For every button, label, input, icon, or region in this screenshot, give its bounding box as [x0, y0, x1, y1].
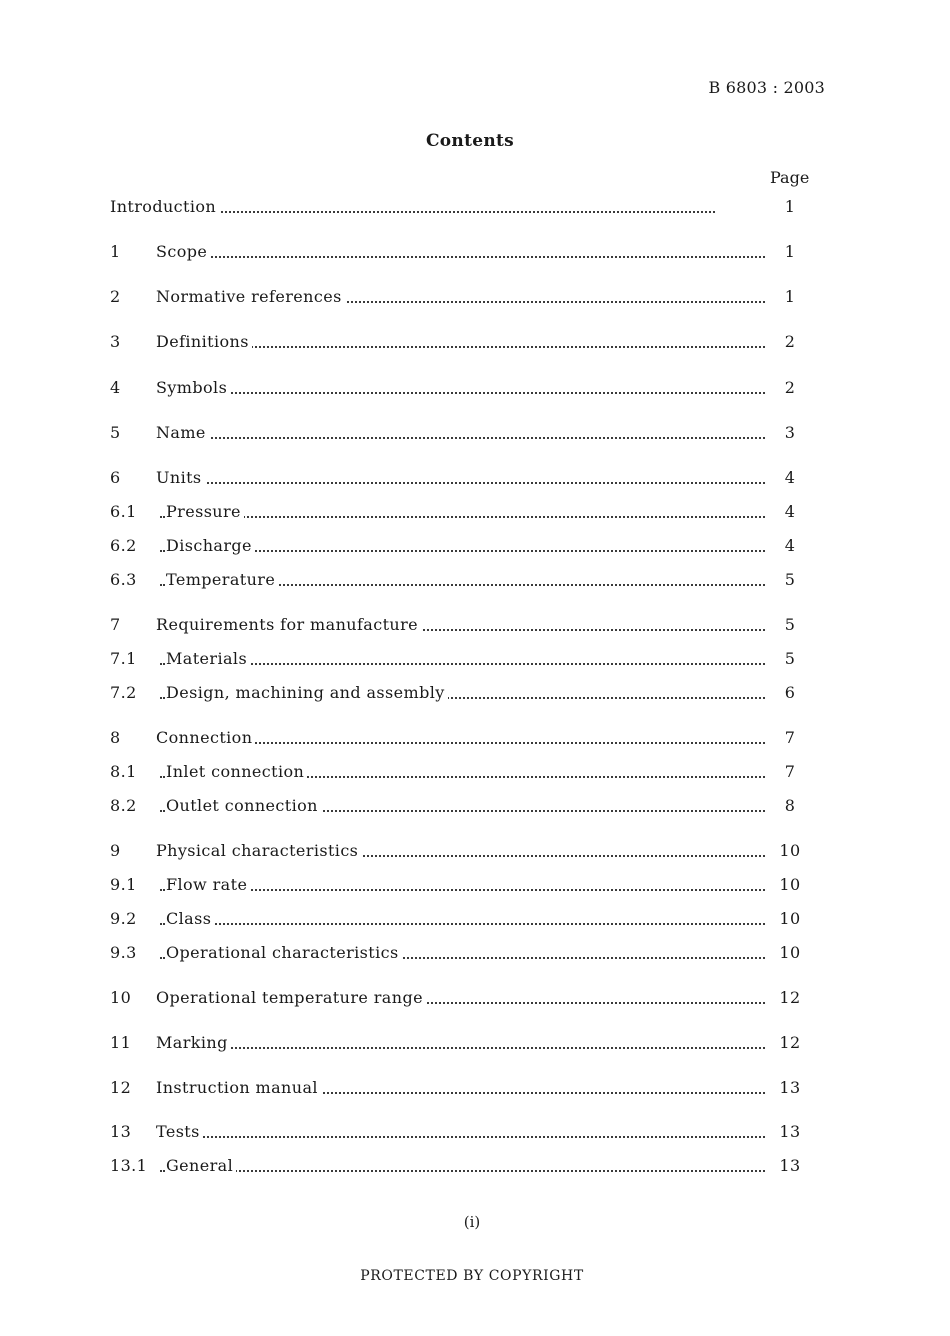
toc-entry-title: Introduction — [110, 196, 219, 218]
toc-entry-number: 8.1 — [110, 762, 137, 781]
toc-entry-number: 9.2 — [110, 909, 137, 928]
toc-entry-title: Design, machining and assembly — [166, 682, 448, 704]
toc-entry[interactable] — [110, 987, 810, 1009]
toc-entry-number: 12 — [110, 1078, 132, 1097]
toc-entry-number: 6.1 — [110, 502, 137, 521]
toc-entry-page: 2 — [784, 332, 796, 351]
toc-entry[interactable] — [110, 286, 810, 308]
toc-entry-page: 5 — [784, 649, 796, 668]
toc-entry-number: 7.1 — [110, 649, 137, 668]
toc-entry-page: 1 — [784, 242, 796, 261]
toc-entry[interactable] — [110, 614, 810, 636]
toc-entry-introduction[interactable] — [110, 196, 810, 218]
toc-entry-number: 13 — [110, 1122, 132, 1141]
leader-dots — [160, 256, 765, 258]
toc-entry-page: 10 — [779, 909, 801, 928]
toc-entry-number: 8.2 — [110, 796, 137, 815]
toc-entry-page: 5 — [784, 570, 796, 589]
toc-entry-page: 12 — [779, 1033, 801, 1052]
toc-entry[interactable] — [110, 331, 810, 353]
toc-entry-title: Pressure — [166, 501, 244, 523]
toc-subentry[interactable] — [110, 761, 810, 783]
toc-entry-page: 10 — [779, 875, 801, 894]
toc-entry[interactable] — [110, 241, 810, 263]
toc-entry-number: 6 — [110, 468, 121, 487]
toc-entry-number: 1 — [110, 242, 121, 261]
toc-entry-page: 4 — [784, 468, 796, 487]
toc-entry-title: Materials — [166, 648, 250, 670]
toc-entry[interactable] — [110, 727, 810, 749]
leader-dots — [160, 663, 765, 665]
toc-subentry[interactable] — [110, 942, 810, 964]
toc-entry-number: 13.1 — [110, 1156, 148, 1175]
toc-subentry[interactable] — [110, 908, 810, 930]
toc-entry-number: 6.2 — [110, 536, 137, 555]
toc-entry-page: 4 — [784, 536, 796, 555]
toc-entry-page: 5 — [784, 615, 796, 634]
toc-entry-number: 7 — [110, 615, 121, 634]
toc-entry-number: 11 — [110, 1033, 132, 1052]
toc-entry-title: Scope — [156, 241, 210, 263]
leader-dots — [160, 437, 765, 439]
toc-entry[interactable] — [110, 1077, 810, 1099]
toc-entry-page: 13 — [779, 1122, 801, 1141]
toc-entry-page: 7 — [784, 728, 796, 747]
toc-entry-number: 9.1 — [110, 875, 137, 894]
toc-entry-title: Inlet connection — [166, 761, 307, 783]
toc-entry[interactable] — [110, 1032, 810, 1054]
toc-entry-title: Temperature — [166, 569, 278, 591]
leader-dots — [160, 516, 765, 518]
toc-entry-title: Marking — [156, 1032, 231, 1054]
leader-dots — [160, 482, 765, 484]
toc-subentry[interactable] — [110, 795, 810, 817]
toc-subentry[interactable] — [110, 874, 810, 896]
toc-entry-title: Instruction manual — [156, 1077, 321, 1099]
leader-dots — [160, 1136, 765, 1138]
toc-entry-page: 1 — [784, 287, 796, 306]
toc-entry-page: 10 — [779, 943, 801, 962]
toc-subentry[interactable] — [110, 1155, 810, 1177]
toc-entry[interactable] — [110, 1121, 810, 1143]
toc-entry-title: Name — [156, 422, 209, 444]
toc-entry[interactable] — [110, 840, 810, 862]
toc-entry-number: 2 — [110, 287, 121, 306]
toc-entry-number: 9.3 — [110, 943, 137, 962]
leader-dots — [160, 923, 765, 925]
toc-entry-title: Operational characteristics — [166, 942, 402, 964]
toc-entry-number: 5 — [110, 423, 121, 442]
toc-entry-title: Operational temperature range — [156, 987, 426, 1009]
copyright-notice: PROTECTED BY COPYRIGHT — [360, 1268, 584, 1284]
toc-entry-number: 3 — [110, 332, 121, 351]
toc-entry-page: 3 — [784, 423, 796, 442]
toc-entry-title: Class — [166, 908, 214, 930]
toc-entry-page: 10 — [779, 841, 801, 860]
toc-entry-page: 4 — [784, 502, 796, 521]
leader-dots — [160, 889, 765, 891]
leader-dots — [160, 1047, 765, 1049]
page-folio: (i) — [463, 1213, 481, 1231]
toc-entry[interactable] — [110, 467, 810, 489]
toc-subentry[interactable] — [110, 535, 810, 557]
toc-entry-title: Outlet connection — [166, 795, 321, 817]
toc-entry-title: Connection — [156, 727, 255, 749]
toc-entry-number: 9 — [110, 841, 121, 860]
toc-entry-page: 6 — [784, 683, 796, 702]
toc-entry-number: 10 — [110, 988, 132, 1007]
toc-entry-title: Discharge — [166, 535, 255, 557]
toc-entry-title: Requirements for manufacture — [156, 614, 421, 636]
toc-entry-title: Normative references — [156, 286, 345, 308]
toc-subentry[interactable] — [110, 682, 810, 704]
toc-entry-number: 7.2 — [110, 683, 137, 702]
toc-entry-title: Definitions — [156, 331, 252, 353]
toc-entry-title: General — [166, 1155, 236, 1177]
toc-entry-page: 13 — [779, 1156, 801, 1175]
toc-entry-number: 8 — [110, 728, 121, 747]
toc-entry-number: 4 — [110, 378, 121, 397]
page-title: Contents — [425, 131, 515, 151]
toc-subentry[interactable] — [110, 569, 810, 591]
toc-subentry[interactable] — [110, 648, 810, 670]
toc-entry-number: 6.3 — [110, 570, 137, 589]
toc-entry[interactable] — [110, 377, 810, 399]
toc-entry[interactable] — [110, 422, 810, 444]
toc-entry-title: Physical characteristics — [156, 840, 361, 862]
toc-entry-title: Symbols — [156, 377, 230, 399]
toc-entry-page: 8 — [784, 796, 796, 815]
toc-entry-page: 7 — [784, 762, 796, 781]
leader-dots — [160, 1170, 765, 1172]
toc-subentry[interactable] — [110, 501, 810, 523]
toc-entry-title: Tests — [156, 1121, 203, 1143]
toc-entry-page: 1 — [784, 197, 796, 216]
leader-dots — [160, 392, 765, 394]
toc-entry-page: 13 — [779, 1078, 801, 1097]
toc-entry-page: 2 — [784, 378, 796, 397]
document-id: B 6803 : 2003 — [708, 78, 825, 97]
toc-entry-page: 12 — [779, 988, 801, 1007]
toc-entry-title: Units — [156, 467, 205, 489]
page-column-header: Page — [770, 168, 810, 187]
toc-entry-title: Flow rate — [166, 874, 250, 896]
